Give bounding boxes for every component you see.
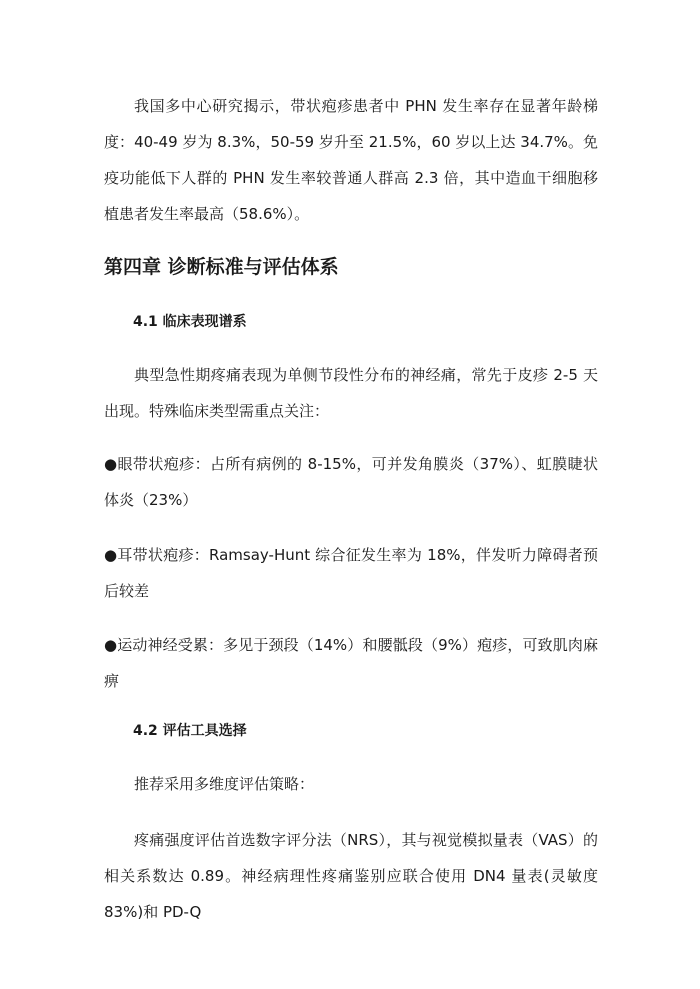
assessment-paragraph: 疼痛强度评估首选数字评分法（NRS），其与视觉模拟量表（VAS）的相关系数达 0.89。神经病理性疼痛鉴别应联合使用 DN4 量表(灵敏度 83%)和 PD-Q (104, 831, 598, 921)
clinical-paragraph: 典型急性期疼痛表现为单侧节段性分布的神经痛，常先于皮疹 2-5 天出现。特殊临床类型需重点关注： (104, 366, 598, 420)
bullet-item-ophthalmic: ●眼带状疱疹：占所有病例的 8-15%，可并发角膜炎（37%）、虹膜睫状体炎（23%） (104, 455, 598, 509)
intro-paragraph: 我国多中心研究揭示，带状疱疹患者中 PHN 发生率存在显著年龄梯度：40-49 岁为 8.3%，50-59 岁升至 21.5%，60 岁以上达 34.7%。免疫功能低下人群的 PHN 发生率较普通人群高 2.3 倍，其中造血干细胞移植患者发生率最高（58.6%）。 (104, 97, 598, 223)
chapter-title: 第四章 诊断标准与评估体系 (104, 256, 339, 278)
bullet-item-motor: ●运动神经受累：多见于颈段（14%）和腰骶段（9%）疱疹，可致肌肉麻痹 (104, 636, 598, 690)
assessment-intro: 推荐采用多维度评估策略： (134, 775, 315, 793)
section-heading-4-1: 4.1 临床表现谱系 (133, 314, 247, 330)
bullet-item-otic: ●耳带状疱疹：Ramsay-Hunt 综合征发生率为 18%，伴发听力障碍者预后较差 (104, 546, 598, 600)
section-heading-4-2: 4.2 评估工具选择 (133, 723, 247, 739)
